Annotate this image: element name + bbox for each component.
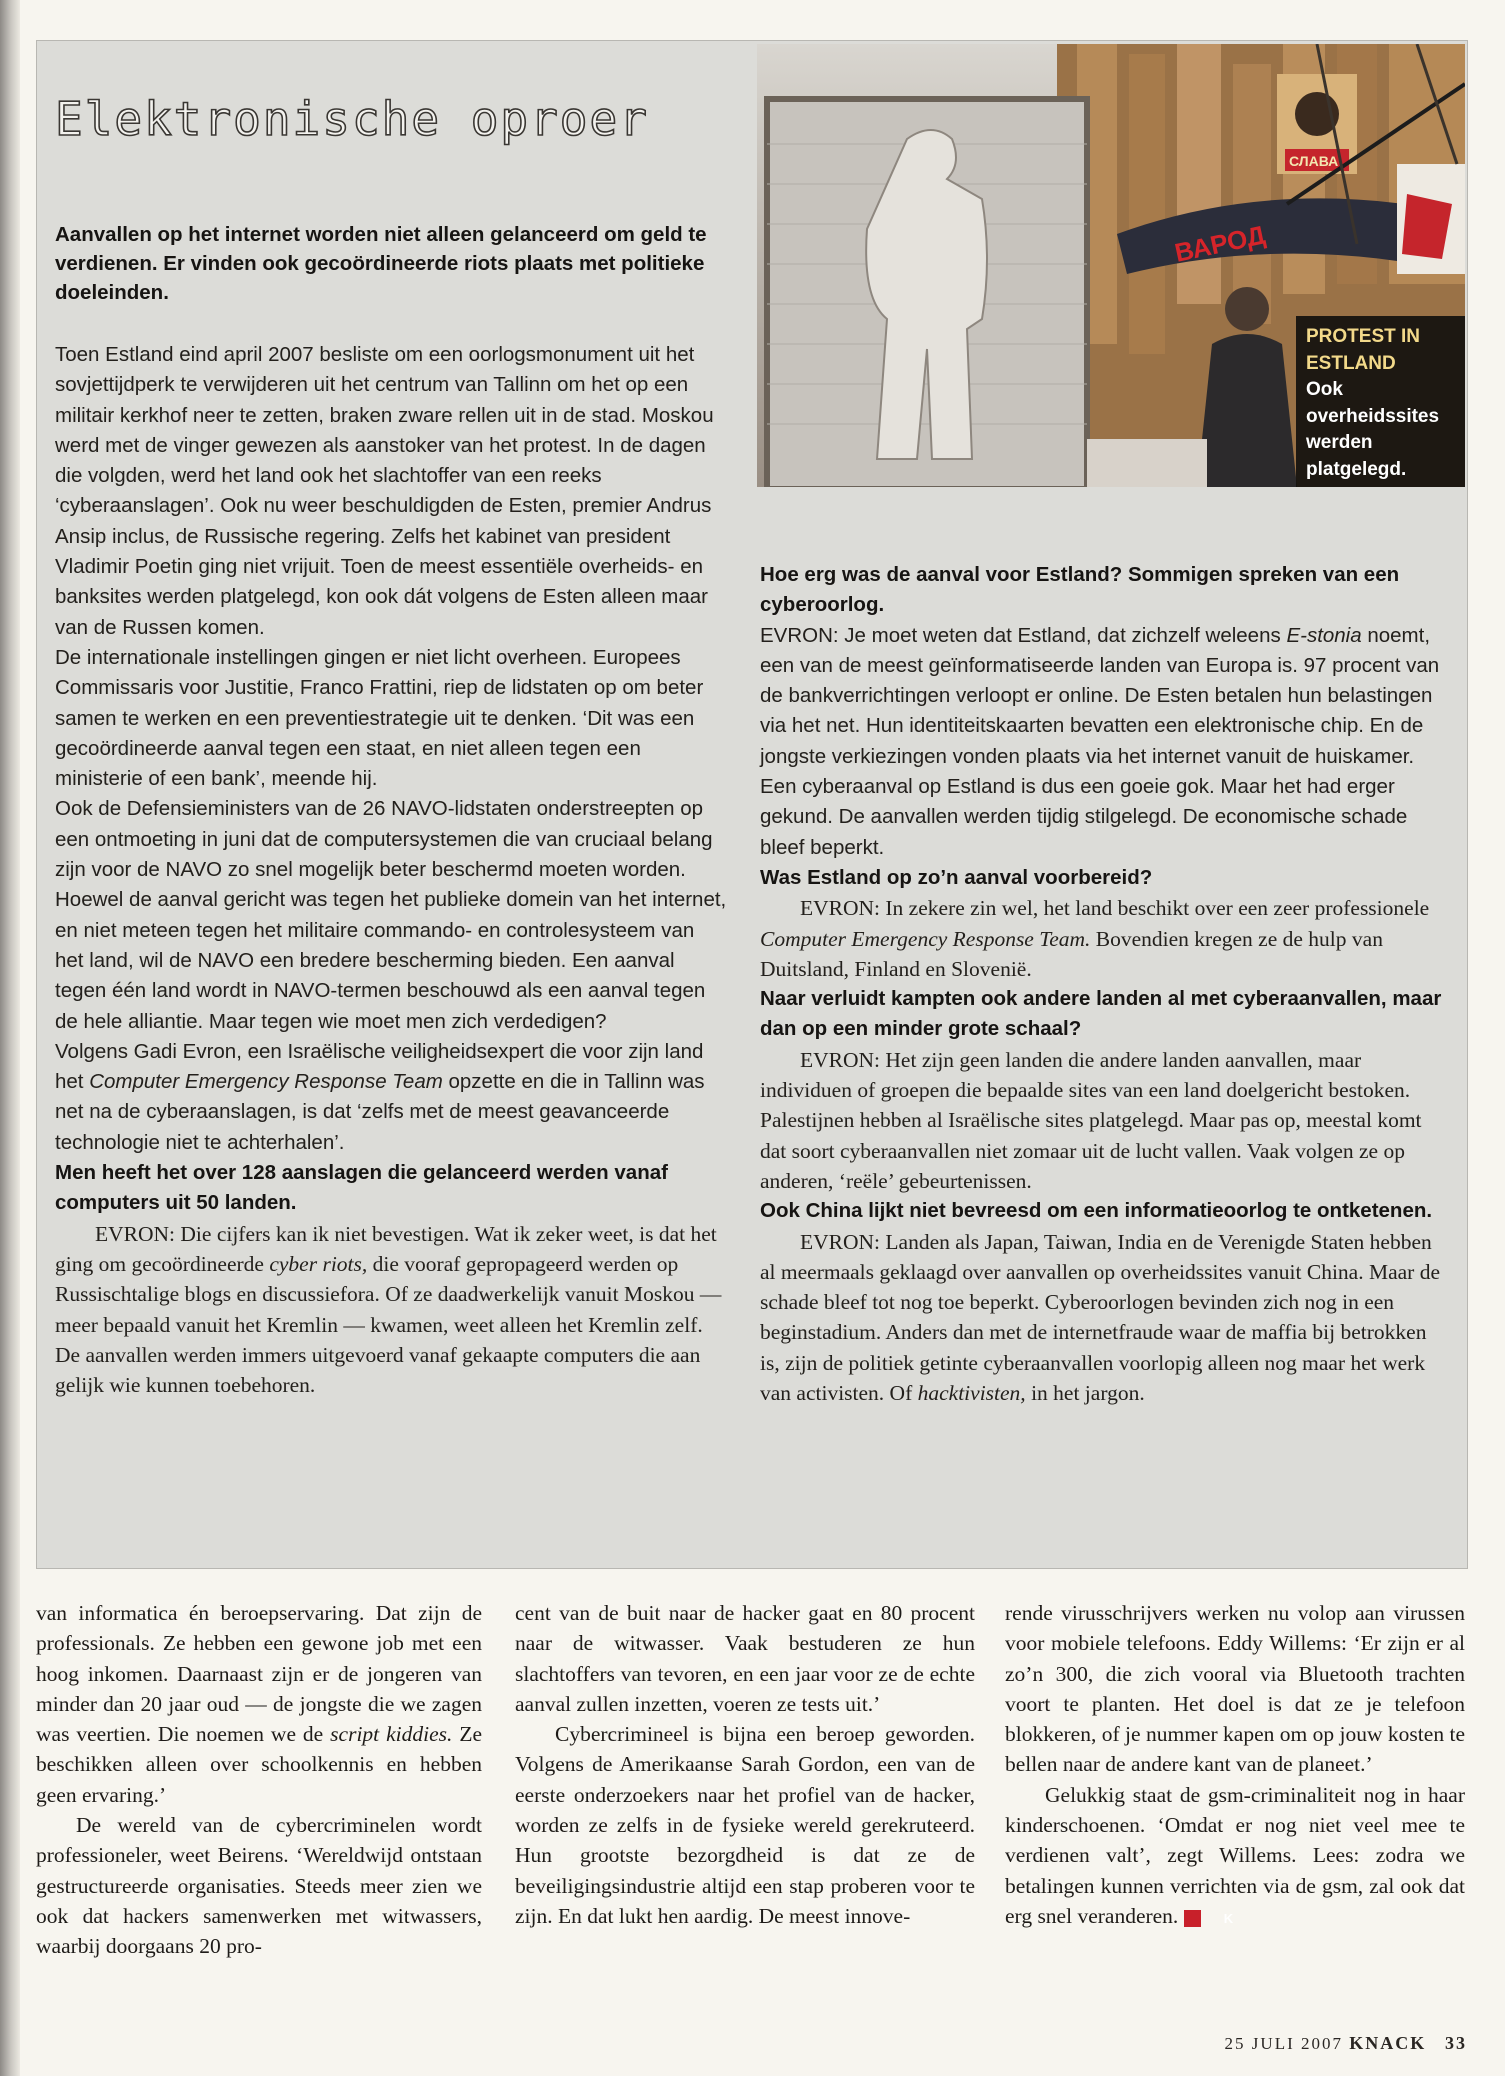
- paragraph-italic: script kiddies.: [330, 1722, 453, 1747]
- answer-italic: E-stonia: [1286, 623, 1362, 647]
- caption-text: Ook overheidssites werden platgelegd.: [1306, 379, 1440, 480]
- answer-italic: hacktivisten,: [917, 1381, 1026, 1406]
- page-footer: [1225, 2033, 1467, 2054]
- end-mark-icon: K: [1184, 1910, 1201, 1927]
- paragraph: De wereld van de cybercriminelen wordt professioneler, weet Beirens. ‘Wereldwijd ontstaan gestructureerde organisaties. Steeds meer zien we ook dat hackers samenwerken met witwassers, waarbij doorgaans 20 pro-: [36, 1813, 482, 1959]
- poster-word: СЛАВА: [1289, 153, 1339, 169]
- answer-text: EVRON: In zekere zin wel, het land beschikt over een zeer professionele: [800, 896, 1430, 921]
- answer-text: EVRON: Die cijfers kan ik niet bevestigen. Wat ik zeker weet, is dat het ging om gecoördineerde: [55, 1221, 717, 1276]
- page-number: 33: [1445, 2033, 1467, 2053]
- right-column: [760, 560, 1450, 1408]
- paragraph: Ook de Defensieministers van de 26 NAVO-lidstaten onderstreepten op een ontmoeting in juni dat de computersystemen die van cruciaal belang zijn voor de NAVO zo snel mogelijk beter beschermd moeten worden. Hoewel de aanval gericht was tegen het publieke domein van het internet, en niet meteen tegen het militaire commando- en controlesysteem van het land, wil de NAVO een bredere bescherming bieden. Een aanval tegen één land wordt in NAVO-termen beschouwd als een aanval tegen de hele alliantie. Maar tegen wie moet men zich verdedigen?: [55, 797, 727, 1033]
- left-column: [55, 340, 727, 1400]
- answer-text: die vooraf gepropageerd werden op Russischtalige blogs en discussiefora. Of ze daadwerkelijk vanuit Moskou — meer bepaald vanuit het Kremlin — kwamen, weet alleen het Kremlin zelf. De aanvallen werden immers uitgevoerd vanaf gekaapte computers die aan gelijk wie kunnen toebehoren.: [55, 1251, 722, 1398]
- answer-text: noemt, een van de meest geïnformatiseerde landen van Europa is. 97 procent van de bankverrichtingen verloopt er online. De Esten betalen hun belastingen via het net. Hun identiteitskaarten bevatten een elektronische chip. En de jongste verkiezingen vonden plaats via het internet vanuit de huiskamer. Een cyberaanval op Estland is dus een goeie gok. Maar het had erger gekund. De aanvallen werden tijdig stilgelegd. De economische schade bleef beperkt.: [760, 623, 1440, 859]
- issue-date: 25 JULI 2007: [1224, 2034, 1343, 2053]
- paragraph-text: Gelukkig staat de gsm-criminaliteit nog in haar kinderschoenen. ‘Omdat er nog niet veel mee te verdienen valt’, zegt Willems. Lees: zodra we betalingen kunnen verrichten via de gsm, zal ook dat erg snel veranderen.: [1005, 1782, 1465, 1928]
- magazine-name: KNACK: [1349, 2033, 1427, 2053]
- interview-question: Naar verluidt kampten ook andere landen al met cyberaanvallen, maar dan op een minder grote schaal?: [760, 987, 1442, 1041]
- body-column-1: [36, 1598, 482, 1962]
- interview-question: Was Estland op zo’n aanval voorbereid?: [760, 865, 1153, 889]
- answer-text: Bovendien kregen ze de hulp van Duitsland, Finland en Slovenië.: [760, 926, 1383, 981]
- interview-answer: [55, 1219, 727, 1401]
- paragraph-text: van informatica én beroepservaring. Dat zijn de professionals. Ze hebben een gewone job met een hoog inkomen. Daarnaast zijn er de jongeren van minder dan 20 jaar oud — de jongste die we zagen was veertien. Die noemen we de: [36, 1601, 482, 1747]
- svg-text:ВАРОД: ВАРОД: [1172, 219, 1268, 268]
- paragraph-italic: Computer Emergency Response Team: [89, 1070, 443, 1094]
- photo-caption: [1296, 316, 1465, 487]
- answer-text: EVRON: Het zijn geen landen die andere landen aanvallen, maar individuen of groepen die bepaalde sites van een land doelgericht bestoken. Palestijnen hebben al Israëlische sites platgelegd. Maar pas op, meestal komt dat soort cyberaanvallen niet zomaar uit de lucht vallen. Vaak volgen ze op anderen, ‘reële’ gebeurtenissen.: [760, 1047, 1422, 1193]
- caption-kicker: PROTEST IN ESTLAND: [1306, 326, 1421, 374]
- answer-italic: Computer Emergency Response Team.: [760, 926, 1091, 951]
- interview-answer: [760, 621, 1450, 863]
- interview-question: Hoe erg was de aanval voor Estland? Sommigen spreken van een cyberoorlog.: [760, 563, 1400, 617]
- paragraph: [36, 1598, 482, 1810]
- paragraph: Toen Estland eind april 2007 besliste om een oorlogsmonument uit het sovjettijdperk te verwijderen uit het centrum van Tallinn om het op een militair kerkhof neer te zetten, braken zware rellen uit in de stad. Moskou werd met de vinger gewezen als aanstoker van het protest. In de dagen die volgden, werd het land ook het slachtoffer van een reeks ‘cyberaanslagen’. Ook nu weer beschuldigden de Esten, premier Andrus Ansip inclus, de Russische regering. Zelfs het kabinet van president Vladimir Poetin ging niet vrijuit. Toen de meest essentiële overheids- en banksites werden platgelegd, kon ook dát volgens de Esten alleen maar van de Russen komen.: [55, 343, 714, 639]
- article-title: Elektronische oproer: [55, 92, 649, 146]
- answer-italic: cyber riots,: [269, 1251, 368, 1276]
- interview-answer: [760, 893, 1450, 984]
- interview-answer: [760, 1227, 1450, 1409]
- article-lead: Aanvallen op het internet worden niet alleen gelanceerd om geld te verdienen. Er vinden ook gecoördineerde riots plaats met politieke doeleinden.: [55, 223, 707, 304]
- paragraph-text: Ze beschikken alleen over schoolkennis en hebben geen ervaring.’: [36, 1722, 482, 1807]
- paragraph-text: Volgens Gadi Evron, een Israëlische veiligheidsexpert die voor zijn land het: [55, 1039, 704, 1094]
- paragraph: cent van de buit naar de hacker gaat en 80 procent naar de witwasser. Vaak bestuderen ze hun slachtoffers van tevoren, en een jaar voor ze de echte aanval zullen inzetten, voeren ze tests uit.’: [515, 1601, 975, 1716]
- answer-text: in het jargon.: [1025, 1381, 1145, 1406]
- interview-question: Ook China lijkt niet bevreesd om een informatieoorlog te ontketenen.: [760, 1199, 1433, 1223]
- interview-answer: [760, 1045, 1450, 1196]
- answer-text: EVRON: Je moet weten dat Estland, dat zichzelf weleens: [760, 623, 1287, 647]
- paragraph: rende virusschrijvers werken nu volop aan virussen voor mobiele telefoons. Eddy Willems: ‘Er zijn er al zo’n 300, die zich vooral via Bluetooth trachten voort te planten. Het doel is dat ze je telefoon blokkeren, of je nummer kapen om op jouw kosten te bellen naar de andere kant van de planeet.’: [1005, 1601, 1465, 1777]
- body-column-3: [1005, 1598, 1465, 1931]
- interview-question: Men heeft het over 128 aanslagen die gelanceerd werden vanaf computers uit 50 landen.: [55, 1161, 668, 1215]
- answer-text: EVRON: Landen als Japan, Taiwan, India en de Verenigde Staten hebben al meermaals geklaagd over aanvallen op overheidssites vanuit China. Maar de schade bleef tot nog toe beperkt. Cyberoorlogen bevinden zich nog in een beginstadium. Anders dan met de internetfraude waar de maffia bij betrokken is, zijn de politiek getinte cyberaanvallen voorlopig alleen nog maar het werk van activisten. Of: [760, 1229, 1440, 1406]
- paragraph: [55, 1037, 727, 1158]
- paragraph: De internationale instellingen gingen er niet licht overheen. Europees Commissaris voor Justitie, Franco Frattini, riep de lidstaten op om beter samen te werken en een preventiestrategie uit te denken. ‘Dit was een gecoördineerde aanval tegen een staat, en niet alleen tegen een ministerie of een bank’, meende hij.: [55, 645, 704, 791]
- paragraph: Cybercrimineel is bijna een beroep geworden. Volgens de Amerikaanse Sarah Gordon, een van de eerste onderzoekers naar het profiel van de hacker, worden ze zelfs in de fysieke wereld gerekruteerd. Hun grootste bezorgdheid is dat ze de beveiligingsindustrie altijd een stap proberen voor te zijn. En dat lukt hen aardig. De meest innove-: [515, 1722, 975, 1928]
- paragraph: [1005, 1780, 1465, 1931]
- scan-edge-shadow: [0, 0, 20, 2076]
- paragraph-text: opzette en die in Tallinn was net na de cyberaanslagen, is dat ‘zelfs met de meest geavanceerde technologie niet te achterhalen’.: [55, 1070, 705, 1154]
- body-column-2: [515, 1598, 975, 1931]
